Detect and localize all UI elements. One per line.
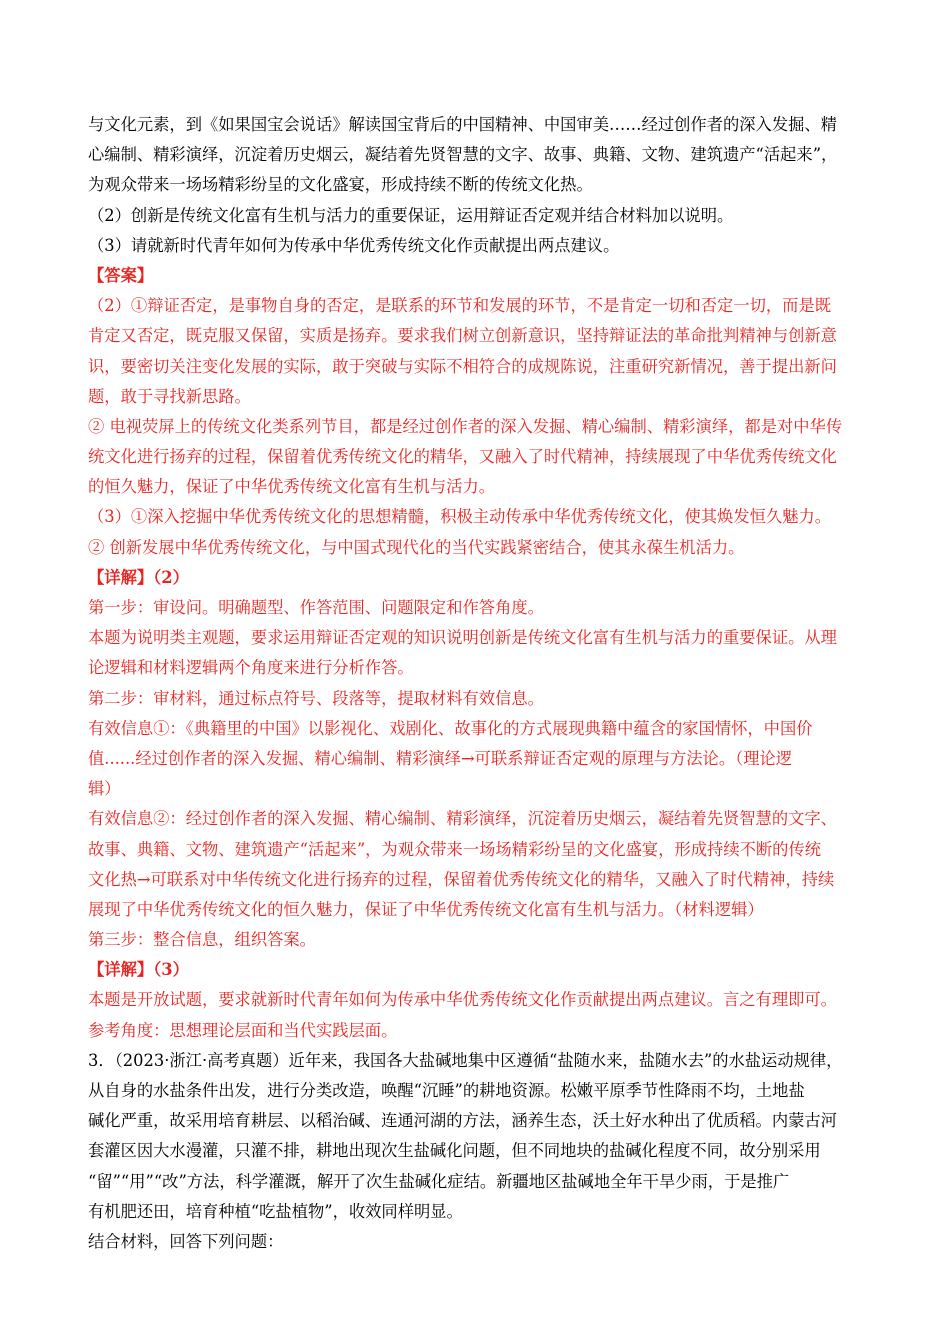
detail-3-line-1: 本题是开放试题，要求就新时代青年如何为传承中华优秀传统文化作贡献提出两点建议。言之有理即可。 [88,990,837,1010]
answer-3-line-1: （3）①深入挖掘中华优秀传统文化的思想精髓，积极主动传承中华优秀传统文化，使其焕发恒久魅力。 [88,507,832,527]
question-3-sub: （3）请就新时代青年如何为传承中华优秀传统文化作贡献提出两点建议。 [88,235,620,255]
detail-2-info-2-line-3: 文化热→可联系对中华传统文化进行扬弃的过程，保留着优秀传统文化的精华，又融入了时代精神，持续 [88,869,835,889]
detail-2-info-1-line-2: 值......经过创作者的深入发掘、精心编制、精彩演绎→可联系辩证否定观的原理与方法论。（理论逻 [88,748,793,768]
answer-3-line-2: ② 创新发展中华优秀传统文化，与中国式现代化的当代实践紧密结合，使其永葆生机活力。 [88,537,745,557]
detail-2-step-1-line-2: 论逻辑和材料逻辑两个角度来进行分析作答。 [88,658,414,678]
detail-2-step-2: 第二步：审材料，通过标点符号、段落等，提取材料有效信息。 [88,688,544,708]
detail-2-info-1-line-1: 有效信息①：《典籍里的中国》以影视化、戏剧化、故事化的方式展现典籍中蕴含的家国情怀，中国价 [88,718,813,738]
question-3-line-2: 从自身的水盐条件出发，进行分类改造，唤醒“沉睡”的耕地资源。松嫩平原季节性降雨不均，土地盐 [88,1081,805,1100]
answer-2b-line-3: 的恒久魅力，保证了中华优秀传统文化富有生机与活力。 [88,477,496,497]
question-3-line-6: 有机肥还田，培育种植“吃盐植物”，收效同样明显。 [88,1201,463,1221]
intro-line-1: 与文化元素，到《如果国宝会说话》解读国宝背后的中国精神、中国审美……经过创作者的深入发掘、精 [88,115,837,134]
question-3-line-4: 套灌区因大水漫灌，只灌不排，耕地出现次生盐碱化问题，但不同地块的盐碱化程度不同，故分别采用 [88,1141,821,1161]
detail-3-line-2: 参考角度：思想理论层面和当代实践层面。 [88,1020,398,1040]
detail-2-step-1-line-1: 本题为说明类主观题，要求运用辩证否定观的知识说明创新是传统文化富有生机与活力的重要保证。从理 [88,628,837,648]
document-page [88,110,864,1257]
question-3-line-3: 碱化严重，故采用培育耕层、以稻治碱、连通河湖的方法，涵养生态，沃土好水种出了优质稻。内蒙古河 [88,1111,837,1131]
detail-2-info-1-line-3: 辑） [88,779,121,799]
answer-2b-line-1: ② 电视荧屏上的传统文化类系列节目，都是经过创作者的深入发掘、精心编制、精彩演绎，都是对中华传 [88,416,843,436]
answer-2-line-3: 识，要密切关注变化发展的实际，敢于突破与实际不相符合的成规陈说，注重研究新情况，善于提出新问 [88,356,837,376]
detail-3-heading: 【详解】（3） [88,960,189,980]
detail-2-step-1: 第一步：审设问。明确题型、作答范围、问题限定和作答角度。 [88,598,544,617]
detail-2-info-2-line-1: 有效信息②：经过创作者的深入发掘、精心编制、精彩演绎，沉淀着历史烟云，凝结着先贤智慧的文字、 [88,809,837,829]
question-3-line-5: “留”“用”“改”方法，科学灌溉，解开了次生盐碱化症结。新疆地区盐碱地全年干旱少雨，于是推广 [88,1171,790,1191]
answer-2-line-1: （2）①辩证否定，是事物自身的否定，是联系的环节和发展的环节，不是肯定一切和否定一切，而是既 [88,296,832,316]
detail-2-step-3: 第三步：整合信息，组织答案。 [88,930,316,950]
intro-line-2: 心编制、精彩演绎，沉淀着历史烟云，凝结着先贤智慧的文字、故事、典籍、文物、建筑遗产“活起来”， [88,145,838,165]
detail-2-info-2-line-4: 展现了中华优秀传统文化的恒久魅力，保证了中华优秀传统文化富有生机与活力。（材料逻辑） [88,899,764,919]
answer-2-line-4: 题，敢于寻找新思路。 [88,386,251,406]
answer-2-line-2: 肯定又否定，既克服又保留，实质是扬弃。要求我们树立创新意识，坚持辩证法的革命批判精神与创新意 [88,326,837,346]
question-3-line-1: 3．（2023·浙江·高考真题）近年来，我国各大盐碱地集中区遵循“盐随水来，盐随水去”的水盐运动规律， [88,1050,843,1070]
question-2: （2）创新是传统文化富有生机与活力的重要保证，运用辩证否定观并结合材料加以说明。 [88,205,734,225]
answer-heading: 【答案】 [88,265,154,285]
intro-line-3: 为观众带来一场场精彩纷呈的文化盛宴，形成持续不断的传统文化热。 [88,175,593,195]
detail-2-heading: 【详解】（2） [88,567,189,587]
detail-2-info-2-line-2: 故事、典籍、文物、建筑遗产“活起来”，为观众带来一场场精彩纷呈的文化盛宴，形成持续不断的传统 [88,839,822,859]
answer-2b-line-2: 统文化进行扬弃的过程，保留着优秀传统文化的精华，又融入了时代精神，持续展现了中华优秀传统文化 [88,447,837,467]
question-3-prompt: 结合材料，回答下列问题： [88,1231,284,1251]
